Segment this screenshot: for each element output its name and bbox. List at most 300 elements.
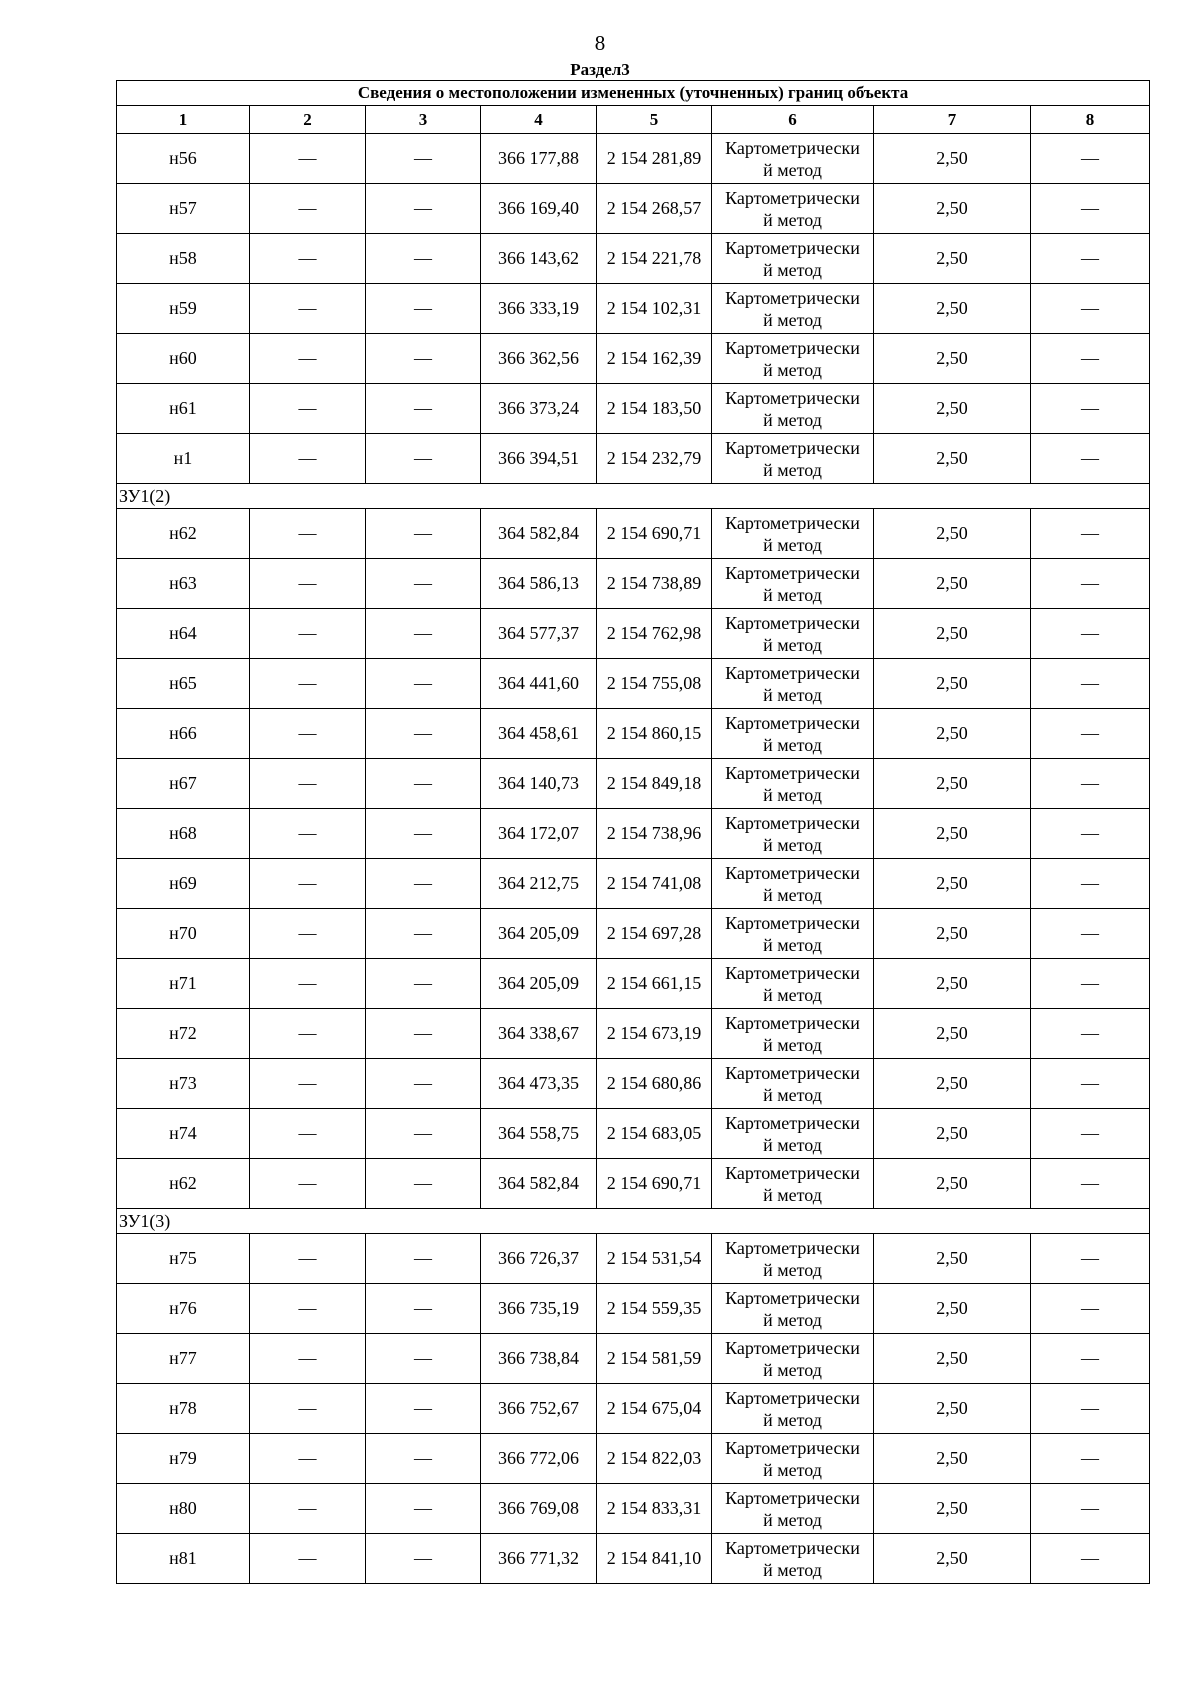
method-line: й метод	[763, 1184, 822, 1205]
y-coordinate-cell: 2 154 690,71	[597, 509, 712, 559]
method-line: й метод	[763, 1309, 822, 1330]
x-coordinate-cell: 366 169,40	[481, 184, 597, 234]
method-line: й метод	[763, 1034, 822, 1055]
table-row	[117, 1009, 1150, 1059]
method-line: Картометрически	[725, 712, 860, 733]
accuracy-cell: 2,50	[874, 1059, 1031, 1109]
method-cell	[712, 609, 874, 659]
group-label: ЗУ1(3)	[117, 1209, 1150, 1234]
x-coordinate-cell: 366 752,67	[481, 1384, 597, 1434]
dash-cell: —	[250, 609, 366, 659]
accuracy-cell: 2,50	[874, 1534, 1031, 1584]
x-coordinate-cell: 366 143,62	[481, 234, 597, 284]
dash-cell: —	[250, 1009, 366, 1059]
y-coordinate-cell: 2 154 268,57	[597, 184, 712, 234]
point-name-cell: н80	[117, 1484, 250, 1534]
accuracy-cell: 2,50	[874, 709, 1031, 759]
method-line: Картометрически	[725, 1387, 860, 1408]
column-number: 6	[712, 106, 874, 134]
dash-cell: —	[250, 1109, 366, 1159]
method-cell	[712, 234, 874, 284]
dash-cell: —	[366, 1159, 481, 1209]
y-coordinate-cell: 2 154 661,15	[597, 959, 712, 1009]
method-cell	[712, 434, 874, 484]
dash-cell: —	[1031, 1334, 1150, 1384]
y-coordinate-cell: 2 154 755,08	[597, 659, 712, 709]
y-coordinate-cell: 2 154 849,18	[597, 759, 712, 809]
dash-cell: —	[250, 909, 366, 959]
point-name-cell: н62	[117, 1159, 250, 1209]
dash-cell: —	[250, 509, 366, 559]
table-row	[117, 1159, 1150, 1209]
y-coordinate-cell: 2 154 841,10	[597, 1534, 712, 1584]
dash-cell: —	[1031, 659, 1150, 709]
dash-cell: —	[366, 1384, 481, 1434]
group-header-row	[117, 1209, 1150, 1234]
dash-cell: —	[250, 959, 366, 1009]
point-name-cell: н65	[117, 659, 250, 709]
accuracy-cell: 2,50	[874, 384, 1031, 434]
dash-cell: —	[250, 134, 366, 184]
dash-cell: —	[1031, 1434, 1150, 1484]
dash-cell: —	[250, 1059, 366, 1109]
dash-cell: —	[366, 284, 481, 334]
method-cell	[712, 334, 874, 384]
method-line: й метод	[763, 784, 822, 805]
point-name-cell: н74	[117, 1109, 250, 1159]
y-coordinate-cell: 2 154 559,35	[597, 1284, 712, 1334]
table-row	[117, 1234, 1150, 1284]
group-label: ЗУ1(2)	[117, 484, 1150, 509]
y-coordinate-cell: 2 154 531,54	[597, 1234, 712, 1284]
dash-cell: —	[366, 659, 481, 709]
method-line: Картометрически	[725, 762, 860, 783]
method-cell	[712, 959, 874, 1009]
point-name-cell: н64	[117, 609, 250, 659]
dash-cell: —	[366, 384, 481, 434]
method-line: й метод	[763, 1359, 822, 1380]
accuracy-cell: 2,50	[874, 1009, 1031, 1059]
method-line: й метод	[763, 459, 822, 480]
dash-cell: —	[250, 759, 366, 809]
method-line: Картометрически	[725, 1012, 860, 1033]
dash-cell: —	[250, 434, 366, 484]
dash-cell: —	[250, 559, 366, 609]
method-line: й метод	[763, 1084, 822, 1105]
method-line: Картометрически	[725, 862, 860, 883]
method-line: Картометрически	[725, 187, 860, 208]
dash-cell: —	[250, 659, 366, 709]
page-number: 8	[594, 31, 606, 55]
method-line: й метод	[763, 834, 822, 855]
table-row	[117, 1109, 1150, 1159]
column-number: 3	[366, 106, 481, 134]
method-cell	[712, 809, 874, 859]
dash-cell: —	[1031, 334, 1150, 384]
accuracy-cell: 2,50	[874, 609, 1031, 659]
accuracy-cell: 2,50	[874, 809, 1031, 859]
x-coordinate-cell: 364 205,09	[481, 909, 597, 959]
table-row	[117, 859, 1150, 909]
y-coordinate-cell: 2 154 697,28	[597, 909, 712, 959]
method-cell	[712, 1384, 874, 1434]
method-cell	[712, 1109, 874, 1159]
dash-cell: —	[366, 1434, 481, 1484]
dash-cell: —	[1031, 1484, 1150, 1534]
point-name-cell: н56	[117, 134, 250, 184]
point-name-cell: н78	[117, 1384, 250, 1434]
method-line: Картометрически	[725, 137, 860, 158]
accuracy-cell: 2,50	[874, 1109, 1031, 1159]
x-coordinate-cell: 366 177,88	[481, 134, 597, 184]
point-name-cell: н81	[117, 1534, 250, 1584]
dash-cell: —	[250, 1384, 366, 1434]
x-coordinate-cell: 364 458,61	[481, 709, 597, 759]
point-name-cell: н1	[117, 434, 250, 484]
dash-cell: —	[1031, 134, 1150, 184]
accuracy-cell: 2,50	[874, 334, 1031, 384]
dash-cell: —	[366, 1234, 481, 1284]
method-line: й метод	[763, 409, 822, 430]
method-line: й метод	[763, 159, 822, 180]
table-row	[117, 559, 1150, 609]
x-coordinate-cell: 366 394,51	[481, 434, 597, 484]
dash-cell: —	[1031, 434, 1150, 484]
table-row	[117, 1534, 1150, 1584]
accuracy-cell: 2,50	[874, 909, 1031, 959]
method-cell	[712, 1484, 874, 1534]
method-cell	[712, 1059, 874, 1109]
method-cell	[712, 184, 874, 234]
dash-cell: —	[1031, 1109, 1150, 1159]
y-coordinate-cell: 2 154 741,08	[597, 859, 712, 909]
table-title: Сведения о местоположении измененных (уточненных) границ объекта	[117, 81, 1150, 106]
table-row	[117, 1384, 1150, 1434]
x-coordinate-cell: 366 771,32	[481, 1534, 597, 1584]
point-name-cell: н79	[117, 1434, 250, 1484]
x-coordinate-cell: 366 726,37	[481, 1234, 597, 1284]
accuracy-cell: 2,50	[874, 959, 1031, 1009]
x-coordinate-cell: 364 558,75	[481, 1109, 597, 1159]
dash-cell: —	[366, 859, 481, 909]
point-name-cell: н77	[117, 1334, 250, 1384]
method-cell	[712, 1284, 874, 1334]
method-line: Картометрически	[725, 1062, 860, 1083]
x-coordinate-cell: 366 735,19	[481, 1284, 597, 1334]
point-name-cell: н62	[117, 509, 250, 559]
dash-cell: —	[1031, 234, 1150, 284]
accuracy-cell: 2,50	[874, 859, 1031, 909]
method-line: й метод	[763, 584, 822, 605]
column-number: 1	[117, 106, 250, 134]
dash-cell: —	[366, 1534, 481, 1584]
dash-cell: —	[366, 1484, 481, 1534]
method-line: й метод	[763, 734, 822, 755]
x-coordinate-cell: 366 333,19	[481, 284, 597, 334]
dash-cell: —	[1031, 1059, 1150, 1109]
dash-cell: —	[250, 1159, 366, 1209]
method-line: Картометрически	[725, 962, 860, 983]
x-coordinate-cell: 366 373,24	[481, 384, 597, 434]
dash-cell: —	[366, 184, 481, 234]
y-coordinate-cell: 2 154 183,50	[597, 384, 712, 434]
dash-cell: —	[250, 1434, 366, 1484]
method-line: Картометрически	[725, 1162, 860, 1183]
dash-cell: —	[1031, 384, 1150, 434]
method-cell	[712, 1009, 874, 1059]
dash-cell: —	[250, 709, 366, 759]
x-coordinate-cell: 364 212,75	[481, 859, 597, 909]
accuracy-cell: 2,50	[874, 1484, 1031, 1534]
method-line: й метод	[763, 684, 822, 705]
y-coordinate-cell: 2 154 673,19	[597, 1009, 712, 1059]
method-line: Картометрически	[725, 1537, 860, 1558]
method-cell	[712, 559, 874, 609]
table-row	[117, 334, 1150, 384]
dash-cell: —	[366, 334, 481, 384]
method-line: Картометрически	[725, 912, 860, 933]
method-line: Картометрически	[725, 1487, 860, 1508]
dash-cell: —	[250, 384, 366, 434]
dash-cell: —	[366, 1009, 481, 1059]
method-line: Картометрически	[725, 387, 860, 408]
method-line: Картометрически	[725, 512, 860, 533]
dash-cell: —	[250, 184, 366, 234]
table-row	[117, 1434, 1150, 1484]
point-name-cell: н71	[117, 959, 250, 1009]
method-line: й метод	[763, 1409, 822, 1430]
point-name-cell: н68	[117, 809, 250, 859]
dash-cell: —	[366, 909, 481, 959]
accuracy-cell: 2,50	[874, 1434, 1031, 1484]
point-name-cell: н75	[117, 1234, 250, 1284]
method-cell	[712, 709, 874, 759]
dash-cell: —	[366, 1334, 481, 1384]
y-coordinate-cell: 2 154 675,04	[597, 1384, 712, 1434]
accuracy-cell: 2,50	[874, 759, 1031, 809]
method-line: Картометрически	[725, 237, 860, 258]
y-coordinate-cell: 2 154 581,59	[597, 1334, 712, 1384]
method-cell	[712, 1159, 874, 1209]
x-coordinate-cell: 364 586,13	[481, 559, 597, 609]
x-coordinate-cell: 364 338,67	[481, 1009, 597, 1059]
table-row	[117, 234, 1150, 284]
method-line: й метод	[763, 1459, 822, 1480]
column-number: 4	[481, 106, 597, 134]
dash-cell: —	[366, 809, 481, 859]
method-line: й метод	[763, 634, 822, 655]
accuracy-cell: 2,50	[874, 659, 1031, 709]
y-coordinate-cell: 2 154 762,98	[597, 609, 712, 659]
method-cell	[712, 384, 874, 434]
y-coordinate-cell: 2 154 690,71	[597, 1159, 712, 1209]
column-number: 8	[1031, 106, 1150, 134]
method-line: Картометрически	[725, 612, 860, 633]
y-coordinate-cell: 2 154 860,15	[597, 709, 712, 759]
accuracy-cell: 2,50	[874, 434, 1031, 484]
x-coordinate-cell: 364 582,84	[481, 509, 597, 559]
dash-cell: —	[366, 509, 481, 559]
method-line: й метод	[763, 534, 822, 555]
y-coordinate-cell: 2 154 833,31	[597, 1484, 712, 1534]
dash-cell: —	[366, 434, 481, 484]
method-line: Картометрически	[725, 1237, 860, 1258]
method-line: й метод	[763, 1559, 822, 1580]
dash-cell: —	[1031, 1534, 1150, 1584]
dash-cell: —	[1031, 559, 1150, 609]
method-line: й метод	[763, 1509, 822, 1530]
x-coordinate-cell: 364 582,84	[481, 1159, 597, 1209]
x-coordinate-cell: 366 362,56	[481, 334, 597, 384]
point-name-cell: н66	[117, 709, 250, 759]
method-line: Картометрически	[725, 1287, 860, 1308]
method-cell	[712, 659, 874, 709]
method-cell	[712, 759, 874, 809]
x-coordinate-cell: 364 172,07	[481, 809, 597, 859]
point-name-cell: н72	[117, 1009, 250, 1059]
method-cell	[712, 1534, 874, 1584]
accuracy-cell: 2,50	[874, 134, 1031, 184]
x-coordinate-cell: 366 772,06	[481, 1434, 597, 1484]
table-row	[117, 759, 1150, 809]
table-row	[117, 1059, 1150, 1109]
accuracy-cell: 2,50	[874, 1159, 1031, 1209]
y-coordinate-cell: 2 154 680,86	[597, 1059, 712, 1109]
method-line: й метод	[763, 359, 822, 380]
column-number: 5	[597, 106, 712, 134]
point-name-cell: н58	[117, 234, 250, 284]
dash-cell: —	[1031, 709, 1150, 759]
accuracy-cell: 2,50	[874, 1384, 1031, 1434]
method-line: й метод	[763, 259, 822, 280]
boundary-coordinates-table	[116, 80, 1150, 1584]
table-row	[117, 1334, 1150, 1384]
accuracy-cell: 2,50	[874, 234, 1031, 284]
dash-cell: —	[250, 809, 366, 859]
accuracy-cell: 2,50	[874, 559, 1031, 609]
dash-cell: —	[366, 1284, 481, 1334]
y-coordinate-cell: 2 154 102,31	[597, 284, 712, 334]
table-row	[117, 959, 1150, 1009]
method-line: Картометрически	[725, 662, 860, 683]
point-name-cell: н57	[117, 184, 250, 234]
point-name-cell: н60	[117, 334, 250, 384]
dash-cell: —	[250, 859, 366, 909]
method-line: Картометрически	[725, 562, 860, 583]
dash-cell: —	[366, 709, 481, 759]
dash-cell: —	[1031, 909, 1150, 959]
dash-cell: —	[250, 334, 366, 384]
dash-cell: —	[1031, 1234, 1150, 1284]
method-line: й метод	[763, 984, 822, 1005]
dash-cell: —	[366, 1109, 481, 1159]
table-row	[117, 909, 1150, 959]
dash-cell: —	[250, 1534, 366, 1584]
method-line: Картометрически	[725, 812, 860, 833]
method-line: й метод	[763, 209, 822, 230]
y-coordinate-cell: 2 154 683,05	[597, 1109, 712, 1159]
table-row	[117, 284, 1150, 334]
x-coordinate-cell: 364 473,35	[481, 1059, 597, 1109]
dash-cell: —	[1031, 184, 1150, 234]
point-name-cell: н61	[117, 384, 250, 434]
method-line: й метод	[763, 1134, 822, 1155]
dash-cell: —	[1031, 1384, 1150, 1434]
table-row	[117, 1484, 1150, 1534]
y-coordinate-cell: 2 154 738,96	[597, 809, 712, 859]
section-title: Раздел3	[570, 60, 630, 79]
method-cell	[712, 509, 874, 559]
table-row	[117, 609, 1150, 659]
dash-cell: —	[366, 959, 481, 1009]
accuracy-cell: 2,50	[874, 184, 1031, 234]
y-coordinate-cell: 2 154 281,89	[597, 134, 712, 184]
method-cell	[712, 1234, 874, 1284]
table-body	[117, 134, 1150, 1584]
method-line: Картометрически	[725, 337, 860, 358]
table-row	[117, 184, 1150, 234]
x-coordinate-cell: 366 769,08	[481, 1484, 597, 1534]
method-line: Картометрически	[725, 1337, 860, 1358]
method-line: й метод	[763, 934, 822, 955]
column-number: 2	[250, 106, 366, 134]
dash-cell: —	[250, 284, 366, 334]
y-coordinate-cell: 2 154 232,79	[597, 434, 712, 484]
accuracy-cell: 2,50	[874, 1284, 1031, 1334]
x-coordinate-cell: 366 738,84	[481, 1334, 597, 1384]
dash-cell: —	[250, 1484, 366, 1534]
point-name-cell: н70	[117, 909, 250, 959]
table-row	[117, 809, 1150, 859]
accuracy-cell: 2,50	[874, 1234, 1031, 1284]
method-line: й метод	[763, 1259, 822, 1280]
dash-cell: —	[250, 1334, 366, 1384]
method-line: Картометрически	[725, 1437, 860, 1458]
table-row	[117, 659, 1150, 709]
y-coordinate-cell: 2 154 162,39	[597, 334, 712, 384]
method-line: й метод	[763, 309, 822, 330]
method-cell	[712, 909, 874, 959]
table-row	[117, 384, 1150, 434]
point-name-cell: н59	[117, 284, 250, 334]
dash-cell: —	[1031, 959, 1150, 1009]
method-line: Картометрически	[725, 287, 860, 308]
table-row	[117, 509, 1150, 559]
method-line: Картометрически	[725, 1112, 860, 1133]
method-line: й метод	[763, 884, 822, 905]
point-name-cell: н76	[117, 1284, 250, 1334]
point-name-cell: н67	[117, 759, 250, 809]
group-header-row	[117, 484, 1150, 509]
dash-cell: —	[366, 134, 481, 184]
dash-cell: —	[366, 759, 481, 809]
method-cell	[712, 859, 874, 909]
x-coordinate-cell: 364 441,60	[481, 659, 597, 709]
dash-cell: —	[1031, 609, 1150, 659]
dash-cell: —	[1031, 1009, 1150, 1059]
dash-cell: —	[250, 1234, 366, 1284]
table-row	[117, 434, 1150, 484]
accuracy-cell: 2,50	[874, 509, 1031, 559]
y-coordinate-cell: 2 154 738,89	[597, 559, 712, 609]
table-row	[117, 709, 1150, 759]
point-name-cell: н69	[117, 859, 250, 909]
method-cell	[712, 134, 874, 184]
method-cell	[712, 284, 874, 334]
x-coordinate-cell: 364 205,09	[481, 959, 597, 1009]
dash-cell: —	[366, 234, 481, 284]
accuracy-cell: 2,50	[874, 284, 1031, 334]
